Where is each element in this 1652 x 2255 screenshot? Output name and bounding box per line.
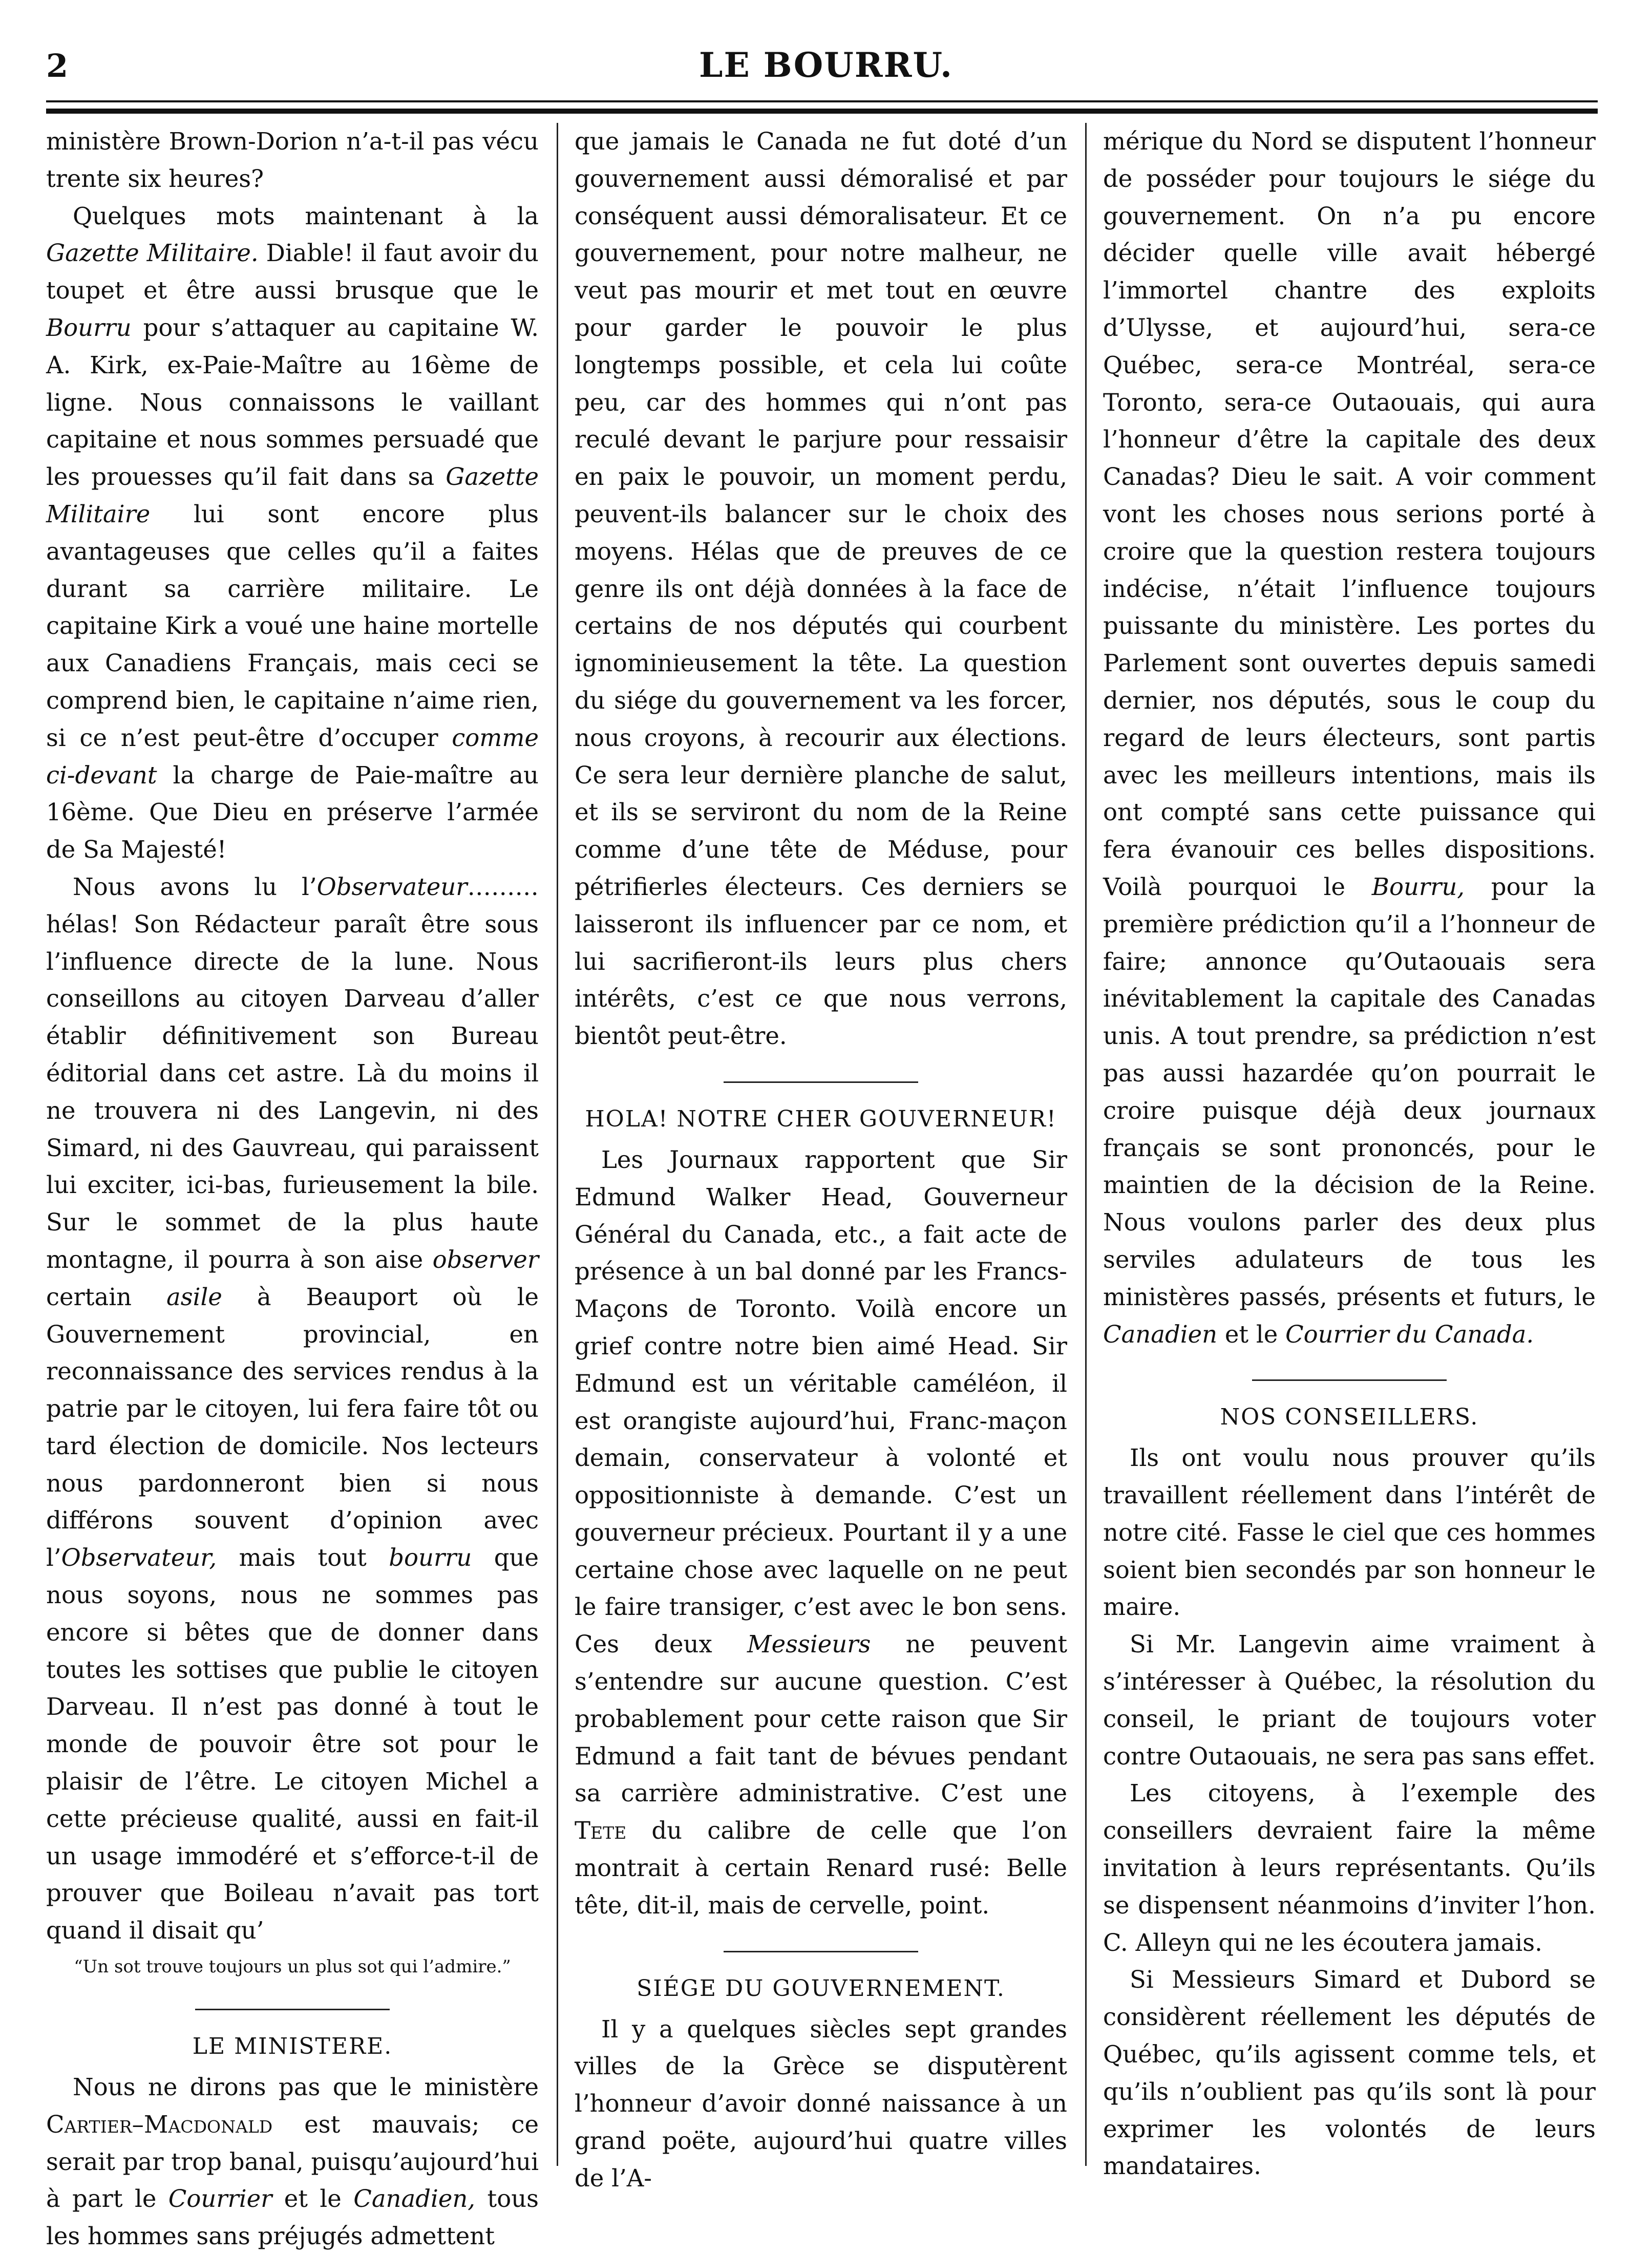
paragraph-gazette: Quelques mots maintenant à la Gazette Militaire. Diable! il faut avoir du toupet et être aussi brusque que le Bourru pour s’attaquer au capitaine W. A. Kirk, ex-Paie-Maître au 16ème de ligne. Nous connaissons le vaillant capitaine et nous sommes persuadé que les prouesses qu’il fait dans sa Gazette Militaire lui sont encore plus avantageuses que celles qu’il a faites durant sa carrière militaire. Le capitaine Kirk a voué une haine mortelle aux Canadiens Français, mais ceci se comprend bien, le capitaine n’aime rien, si ce n’est peut-être d’occuper comme ci-devant la charge de Paie-maître au 16ème. Que Dieu en préserve l’armée de Sa Majesté! — [46, 202, 539, 864]
paragraph: que jamais le Canada ne fut doté d’un gouvernement aussi démoralisé et par conséquent aussi démoralisateur. Et ce gouvernement, pour notre malheur, ne veut pas mourir et met tout en œuvre pour garder le pouvoir le plus longtemps possible, et cela lui coûte peu, car des hommes qui n’ont pas reculé devant le parjure pour ressaisir en paix le pouvoir, un moment perdu, peuvent-ils balancer sur le choix des moyens. Hélas que de preuves de ce genre ils ont déjà données à la face de certains de nos députés qui courbent ignominieusement la tête. La question du siége du gouvernement va les forcer, nous croyons, à recourir aux élections. Ce sera leur dernière planche de salut, et ils se serviront du nom de la Reine comme d’une tête de Méduse, pour pétrifierles électeurs. Ces derniers se laisseront ils influencer par ce nom, et lui sacrifieront-ils leurs plus chers intérêts, c’est ce que nous verrons, bientôt peut-être. — [575, 127, 1067, 1050]
column-divider — [557, 123, 558, 2166]
column-1 — [46, 123, 539, 2250]
section-title-hola: HOLA! NOTRE CHER GOUVERNEUR! — [585, 1105, 1057, 1132]
column-2 — [575, 123, 1068, 2192]
paragraph-siege: Il y a quelques siècles sept grandes villes de la Grèce se disputèrent l’honneur d’avoir donné naissance à un grand poëte, aujourd’hui quatre villes de l’A- — [575, 2015, 1067, 2192]
masthead: LE BOURRU. — [699, 45, 953, 85]
section-rule — [724, 1951, 918, 1952]
section-rule — [724, 1081, 918, 1083]
column-3 — [1103, 123, 1596, 2180]
section-title-conseillers: NOS CONSEILLERS. — [1220, 1404, 1479, 1431]
paragraph: Si Mr. Langevin aime vraiment à s’intéresser à Québec, la résolution du conseil, le priant de toujours voter contre Outaouais, ne sera pas sans effet. — [1103, 1630, 1596, 1770]
paragraph: ministère Brown-Dorion n’a-t-il pas vécu trente six heures? — [46, 127, 539, 193]
paragraph: Si Messieurs Simard et Dubord se considèrent réellement les députés de Québec, qu’ils agissent comme tels, et qu’ils n’oublient pas qu’ils sont là pour exprimer les volontés de leurs mandataires. — [1103, 1966, 1596, 2180]
paragraph: Les citoyens, à l’exemple des conseillers devraient faire la même invitation à leurs représentants. Qu’ils se dispensent néanmoins d’inviter l’hon. C. Alleyn qui ne les écoutera jamais. — [1103, 1779, 1596, 1956]
article-columns — [46, 123, 1598, 2250]
column-divider — [1085, 123, 1087, 2166]
header-rule — [46, 100, 1598, 114]
section-rule — [1252, 1379, 1447, 1381]
paragraph-siege-continued: mérique du Nord se disputent l’honneur de posséder pour toujours le siége du gouvernement. On n’a pu encore décider quelle ville avait hébergé l’immortel chantre des exploits d’Ulysse, et aujourd’hui, sera-ce Québec, sera-ce Montréal, sera-ce Toronto, sera-ce Outaouais, qui aura l’honneur d’être la capitale des deux Canadas? Dieu le sait. A voir comment vont les choses nous serions porté à croire que la question restera toujours indécise, n’était l’influence toujours puissante du ministère. Les portes du Parlement sont ouvertes depuis samedi dernier, nos députés, sous le coup du regard de leurs électeurs, sont partis avec les meilleurs intentions, mais ils ont compté sans cette puissance qui fera évanouir ces belles dispositions. Voilà pourquoi le Bourru, pour la première prédiction qu’il a l’honneur de faire; annonce qu’Outaouais sera inévitablement la capitale des Canadas unis. A tout prendre, sa prédiction n’est pas aussi hazardée qu’on pourrait le croire puisque déjà deux journaux français se sont prononcés, pour le maintien de la décision de la Reine. Nous voulons parler des deux plus serviles adulateurs de tous les ministères passés, présents et futurs, le Canadien et le Courrier du Canada. — [1103, 127, 1596, 1348]
section-title-ministere: LE MINISTERE. — [192, 2033, 393, 2060]
section-rule — [195, 2009, 390, 2010]
paragraph: Ils ont voulu nous prouver qu’ils travaillent réellement dans l’intérêt de notre cité. Fasse le ciel que ces hommes soient bien secondés par son honneur le maire. — [1103, 1444, 1596, 1621]
section-title-siege: SIÉGE DU GOUVERNEMENT. — [637, 1975, 1005, 2002]
paragraph-hola: Les Journaux rapportent que Sir Edmund Walker Head, Gouverneur Général du Canada, etc., a fait acte de présence à un bal donné par les Francs-Maçons de Toronto. Voilà encore un grief contre notre bien aimé Head. Sir Edmund est un véritable caméléon, il est orangiste aujourd’hui, Franc-maçon demain, conservateur à volonté et oppositionniste à demande. C’est un gouverneur précieux. Pourtant il y a une certaine chose avec laquelle on ne peut le faire transiger, c’est avec le bon sens. Ces deux Messieurs ne peuvent s’entendre sur aucune question. C’est probablement pour cette raison que Sir Edmund a fait tant de bévues pendant sa carrière administrative. C’est une Tete du calibre de celle que l’on montrait à certain Renard rusé: Belle tête, dit-il, mais de cervelle, point. — [575, 1145, 1068, 1919]
quotation: “Un sot trouve toujours un plus sot qui l’admire.” — [74, 1956, 511, 1977]
paragraph-ministere: Nous ne dirons pas que le ministère Cartier–Macdonald est mauvais; ce serait par trop banal, puisqu’aujourd’hui à part le Courrier et le Canadien, tous les hommes sans préjugés admettent — [46, 2073, 539, 2250]
paragraph-observateur: Nous avons lu l’Observateur……… hélas! Son Rédacteur paraît être sous l’influence directe de la lune. Nous conseillons au citoyen Darveau d’aller établir définitivement son Bureau éditorial dans cet astre. Là du moins il ne trouvera ni des Langevin, ni des Simard, ni des Gauvreau, qui paraissent lui exciter, ici-bas, furieusement la bile. Sur le sommet de la plus haute montagne, il pourra à son aise observer certain asile à Beauport où le Gouvernement provincial, en reconnaissance des services rendus à la patrie par le citoyen, lui fera faire tôt ou tard élection de domicile. Nos lecteurs nous pardonneront bien si nous différons souvent d’opinion avec l’Observateur, mais tout bourru que nous soyons, nous ne sommes pas encore si bêtes que de donner dans toutes les sottises que publie le citoyen Darveau. Il n’est pas donné à tout le monde de pouvoir être sot pour le plaisir de l’être. Le citoyen Michel a cette précieuse qualité, aussi en fait-il un usage immodéré et s’efforce-t-il de prouver que Boileau n’avait pas tort quand il disait qu’ — [46, 873, 539, 1945]
page-number: 2 — [46, 47, 69, 84]
